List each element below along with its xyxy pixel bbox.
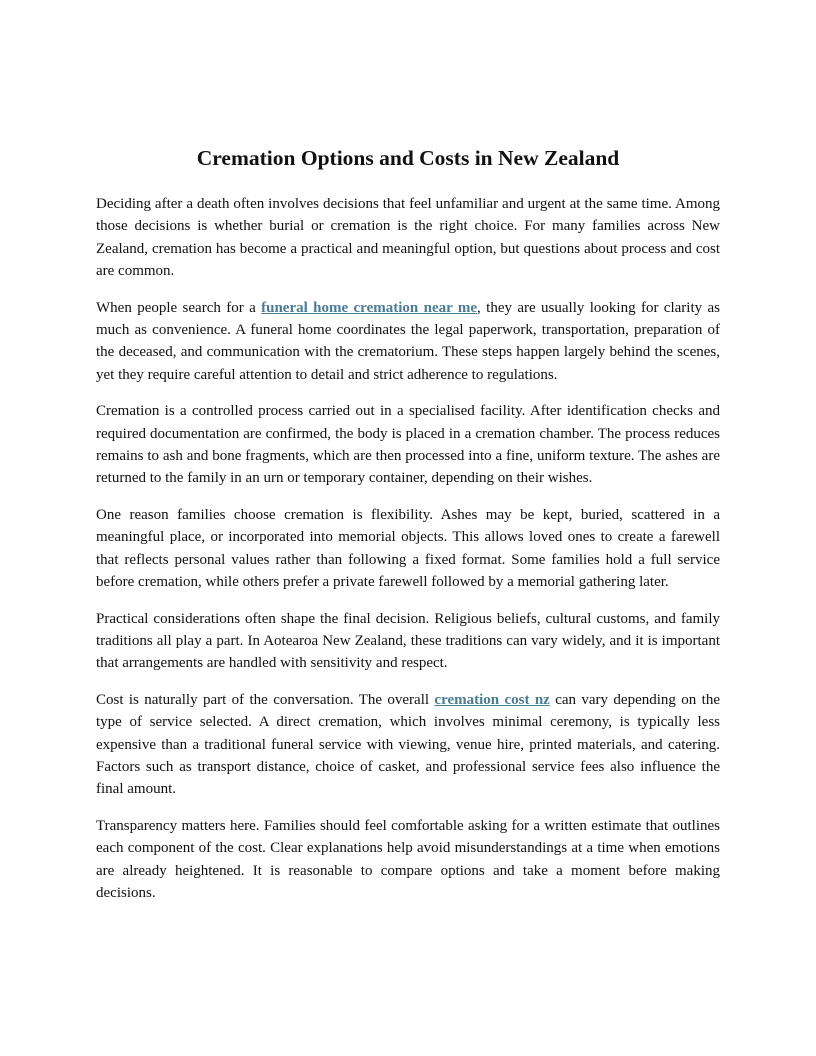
paragraph-transparency: Transparency matters here. Families should feel comfortable asking for a written estimate that outlines each component of the cost. Clear explanations help avoid misunderstandings at a time when emotions are already heightened. It is reasonable to compare options and take a moment before making decisions. [96, 818, 720, 902]
cremation-cost-link[interactable]: cremation cost nz [434, 692, 550, 709]
paragraph-cost [96, 689, 720, 800]
paragraph-funeral-home [96, 297, 720, 386]
funeral-home-cremation-link[interactable]: funeral home cremation near me [261, 299, 478, 316]
paragraph-text: When people search for a [96, 299, 262, 316]
paragraph-intro: Deciding after a death often involves decisions that feel unfamiliar and urgent at the same time. Among those decisions is whether burial or cremation is the right choice. For many families across New Zealand, cremation has become a practical and meaningful option, but questions about process and cost are common. [96, 196, 720, 279]
paragraph-text: can vary depending on the type of service selected. A direct cremation, which involves minimal ceremony, is typically less expensive than a traditional funeral service with viewing, venue hire, printed materials, and catering. Factors such as transport distance, choice of casket, and professional service fees also influence the final amount. [96, 692, 720, 798]
document-page [96, 142, 720, 919]
paragraph-text: Cost is naturally part of the conversation. The overall [96, 692, 435, 709]
paragraph-flexibility: One reason families choose cremation is flexibility. Ashes may be kept, buried, scattered in a meaningful place, or incorporated into memorial objects. This allows loved ones to create a farewell that reflects personal values rather than following a fixed format. Some families hold a full service before cremation, while others prefer a private farewell followed by a memorial gathering later. [96, 507, 720, 590]
page-title: Cremation Options and Costs in New Zealand [196, 146, 620, 170]
paragraph-considerations: Practical considerations often shape the final decision. Religious beliefs, cultural customs, and family traditions all play a part. In Aotearoa New Zealand, these traditions can vary widely, and it is important that arrangements are handled with sensitivity and respect. [96, 610, 720, 672]
paragraph-text: , they are usually looking for clarity as much as convenience. A funeral home coordinates the legal paperwork, transportation, preparation of the deceased, and communication with the crematorium. These steps happen largely behind the scenes, yet they require careful attention to detail and strict adherence to regulations. [96, 299, 720, 383]
paragraph-process: Cremation is a controlled process carried out in a specialised facility. After identification checks and required documentation are confirmed, the body is placed in a cremation chamber. The process reduces remains to ash and bone fragments, which are then processed into a fine, uniform texture. The ashes are returned to the family in an urn or temporary container, depending on their wishes. [96, 403, 720, 487]
